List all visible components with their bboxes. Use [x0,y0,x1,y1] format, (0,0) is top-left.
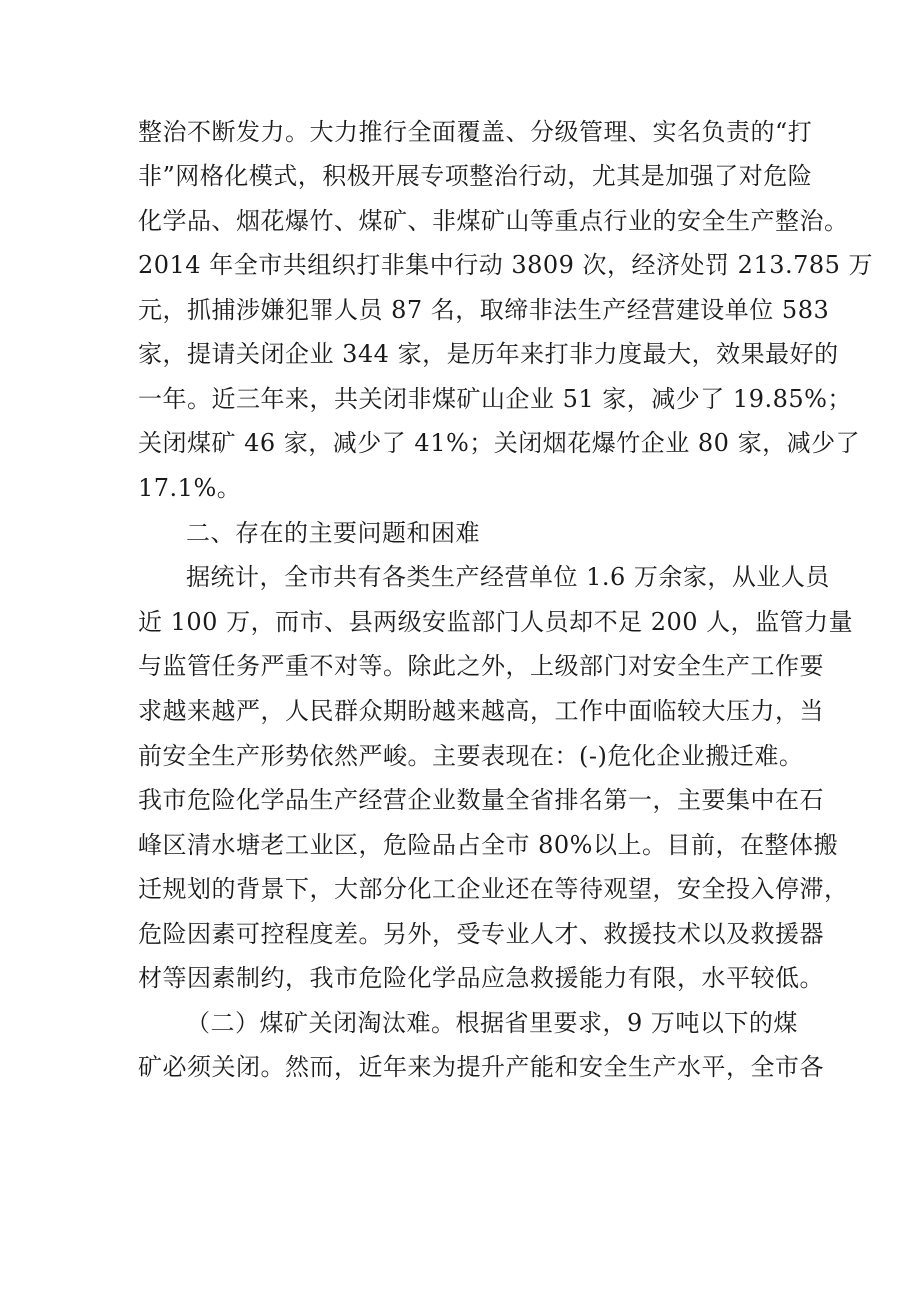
body-text-line: 迁规划的背景下，大部分化工企业还在等待观望，安全投入停滞， [138,875,849,903]
body-text-line: （二）煤矿关闭淘汰难。根据省里要求，9 万吨以下的煤 [186,1009,798,1037]
body-text-line: 峰区清水塘老工业区，危险品占全市 80%以上。目前，在整体搬 [138,831,838,859]
body-text-line: 关闭煤矿 46 家，减少了 41%；关闭烟花爆竹企业 80 家，减少了 [138,429,861,457]
body-text-line: 近 100 万，而市、县两级安监部门人员却不足 200 人，监管力量 [138,608,854,636]
body-text-line: 前安全生产形势依然严峻。主要表现在：(-)危化企业搬迁难。 [138,742,804,770]
body-text-line: 家，提请关闭企业 344 家，是历年来打非力度最大，效果最好的 [138,340,839,368]
body-text-line: 求越来越严，人民群众期盼越来越高，工作中面临较大压力，当 [138,697,824,725]
body-text-line: 危险因素可控程度差。另外，受专业人才、救援技术以及救援器 [138,920,824,948]
body-text-line: 据统计，全市共有各类生产经营单位 1.6 万余家，从业人员 [186,563,830,591]
body-text-line: 整治不断发力。大力推行全面覆盖、分级管理、实名负责的“打 [138,118,813,146]
body-text-line: 元，抓捕涉嫌犯罪人员 87 名，取缔非法生产经营建设单位 583 [138,296,830,324]
body-text-line: 2014 年全市共组织打非集中行动 3809 次，经济处罚 213.785 万 [138,251,874,279]
body-text-line: 与监管任务严重不对等。除此之外，上级部门对安全生产工作要 [138,652,824,680]
body-text-line: 化学品、烟花爆竹、煤矿、非煤矿山等重点行业的安全生产整治。 [138,207,849,235]
body-text-line: 非”网格化模式，积极开展专项整治行动，尤其是加强了对危险 [138,162,813,190]
body-text-line: 材等因素制约，我市危险化学品应急救援能力有限，水平较低。 [138,964,824,992]
body-text-line: 17.1%。 [138,474,242,502]
body-text-line: 我市危险化学品生产经营企业数量全省排名第一，主要集中在石 [138,786,824,814]
body-text-line: 一年。近三年来，共关闭非煤矿山企业 51 家，减少了 19.85%； [138,385,852,413]
section-heading: 二、存在的主要问题和困难 [186,519,480,547]
body-text-line: 矿必须关闭。然而，近年来为提升产能和安全生产水平，全市各 [138,1053,824,1081]
